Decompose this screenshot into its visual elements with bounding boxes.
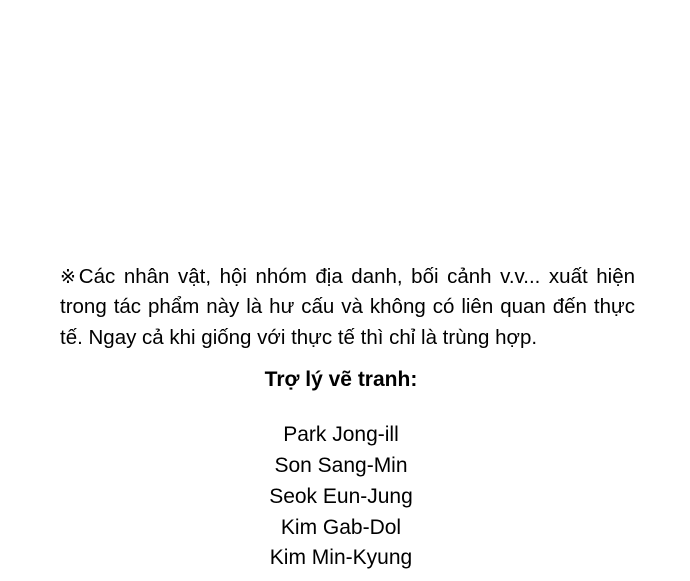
- credits-title: Trợ lý vẽ tranh:: [264, 368, 418, 391]
- list-item: Kim Gab-Dol: [280, 515, 402, 539]
- list-item: Son Sang-Min: [274, 453, 408, 477]
- disclaimer-paragraph: [60, 262, 635, 353]
- list-item: Park Jong-ill: [283, 423, 399, 446]
- reference-mark-icon: ※: [60, 267, 79, 288]
- list-item: Kim Min-Kyung: [269, 546, 413, 570]
- credits-list: [0, 420, 690, 574]
- disclaimer-text: Các nhân vật, hội nhóm địa danh, bối cảnh v.v... xuất hiện trong tác phẩm này là hư cấu và không có liên quan đến thực tế. Ngay cả khi giống với thực tế thì chỉ là trùng hợp.: [60, 265, 635, 349]
- list-item: Seok Eun-Jung: [269, 484, 413, 508]
